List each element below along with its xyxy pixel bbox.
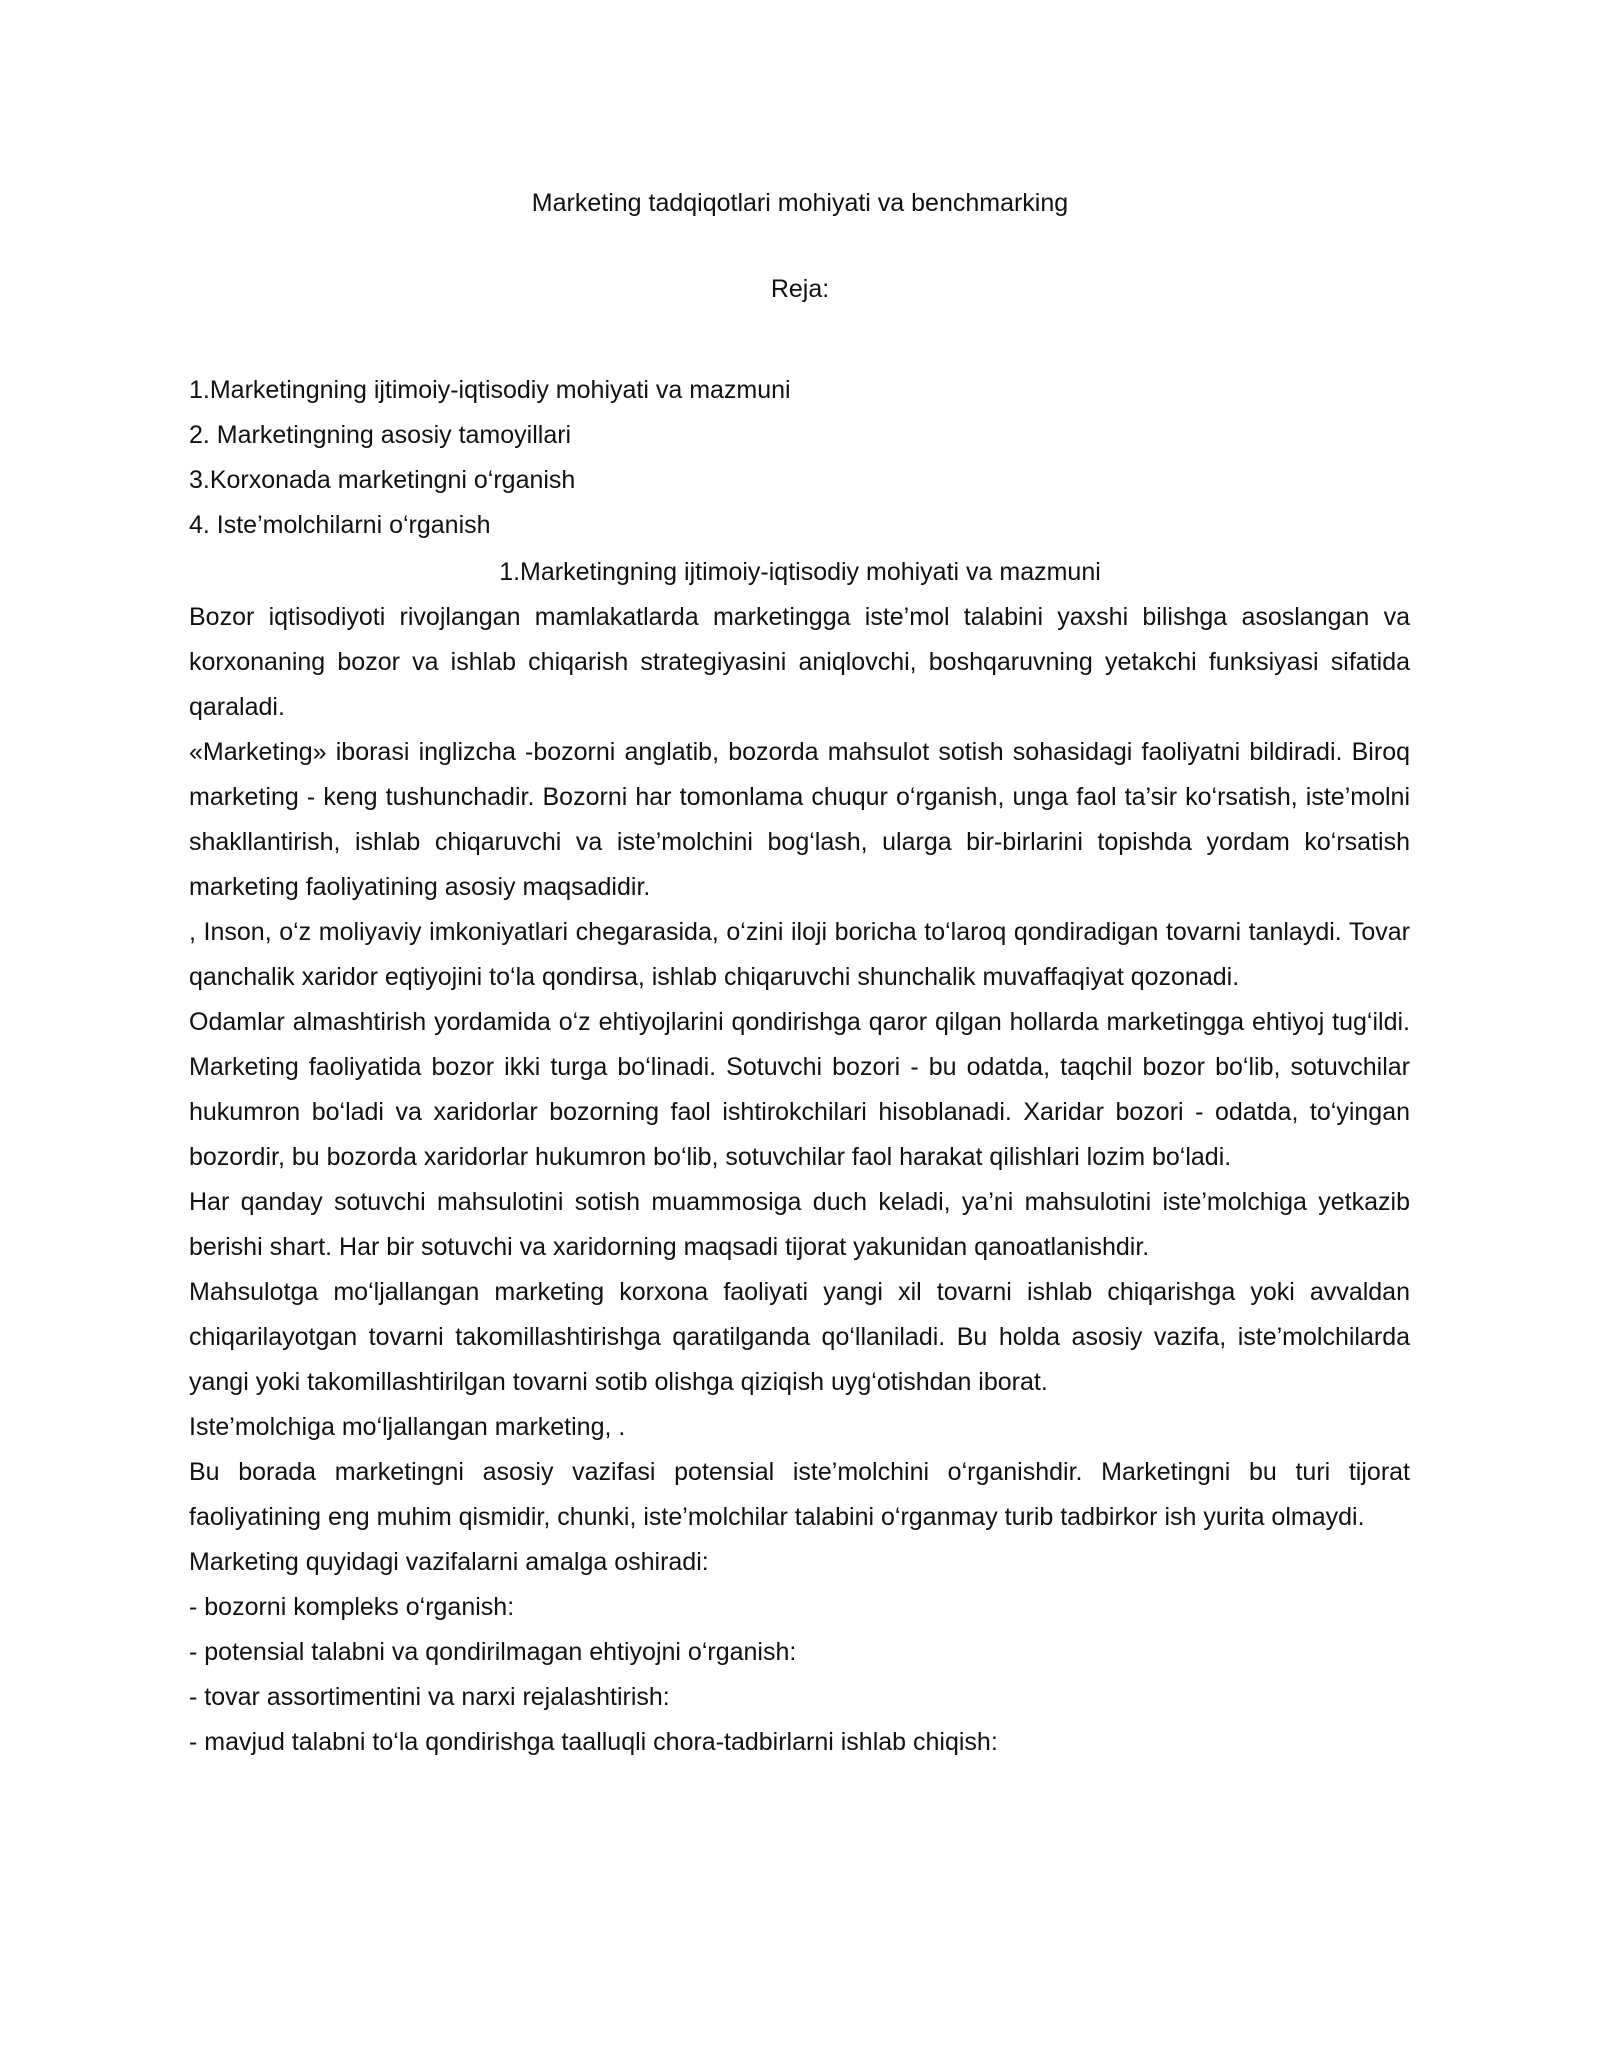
list-item: - mavjud talabni to‘la qondirishga taalluqli chora-tadbirlarni ishlab chiqish: [189,1728,998,1756]
plan-item: 1.Marketingning ijtimoiy-iqtisodiy mohiyati va mazmuni [189,376,791,404]
paragraph: Mahsulotga mo‘ljallangan marketing korxona faoliyati yangi xil tovarni ishlab chiqarishga yoki avvaldan chiqarilayotgan tovarni takomillashtirishga qaratilganda qo‘llaniladi. Bu holda asosiy vazifa, iste’molchilarda yangi yoki takomillashtirilgan tovarni sotib olishga qiziqish uyg‘otishdan iborat. [189,1278,1410,1396]
paragraph: Bozor iqtisodiyoti rivojlangan mamlakatlarda marketingga iste’mol talabini yaxshi bilishga asoslangan va korxonaning bozor va ishlab chiqarish strategiyasini aniqlovchi, boshqaruvning yetakchi funksiyasi sifatida qaraladi. [189,603,1410,721]
paragraph: Iste’molchiga mo‘ljallangan marketing, . [189,1413,626,1441]
list-item: - bozorni kompleks o‘rganish: [189,1593,515,1621]
plan-heading: Reja: [770,275,830,303]
plan-list [189,368,1409,548]
paragraph: Odamlar almashtirish yordamida o‘z ehtiyojlarini qondirishga qaror qilgan hollarda marketingga ehtiyoj tug‘ildi. Marketing faoliyatida bozor ikki turga bo‘linadi. Sotuvchi bozori - bu odatda, taqchil bozor bo‘lib, sotuvchilar hukumron bo‘ladi va xaridorlar bozorning faol ishtirokchilari hisoblanadi. Xaridar bozori - odatda, to‘yingan bozordir, bu bozorda xaridorlar hukumron bo‘lib, sotuvchilar faol harakat qilishlari lozim bo‘ladi. [189,1008,1410,1171]
plan-item: 3.Korxonada marketingni o‘rganish [189,466,576,494]
paragraph: Har qanday sotuvchi mahsulotini sotish muammosiga duch keladi, ya’ni mahsulotini iste’molchiga yetkazib berishi shart. Har bir sotuvchi va xaridorning maqsadi tijorat yakunidan qanoatlanishdir. [189,1188,1410,1261]
section-heading: 1.Marketingning ijtimoiy-iqtisodiy mohiyati va mazmuni [499,558,1101,586]
plan-item: 4. Iste’molchilarni o‘rganish [189,511,491,539]
plan-item: 2. Marketingning asosiy tamoyillari [189,421,572,449]
paragraph: «Marketing» iborasi inglizcha -bozorni anglatib, bozorda mahsulot sotish sohasidagi faoliyatni bildiradi. Biroq marketing - keng tushunchadir. Bozorni har tomonlama chuqur o‘rganish, unga faol ta’sir ko‘rsatish, iste’molni shakllantirish, ishlab chiqaruvchi va iste’molchini bog‘lash, ularga bir-birlarini topishda yordam ko‘rsatish marketing faoliyatining asosiy maqsadidir. [189,738,1410,901]
paragraph: , Inson, o‘z moliyaviy imkoniyatlari chegarasida, o‘zini iloji boricha to‘laroq qondiradigan tovarni tanlaydi. Tovar qanchalik xaridor eqtiyojini to‘la qondirsa, ishlab chiqaruvchi shunchalik muvaffaqiyat qozonadi. [189,918,1410,991]
paragraph: Bu borada marketingni asosiy vazifasi potensial iste’molchini o‘rganishdir. Marketingni bu turi tijorat faoliyatining eng muhim qismidir, chunki, iste’molchilar talabini o‘rganmay turib tadbirkor ish yurita olmaydi. [189,1458,1410,1531]
body-text [189,595,1410,1765]
paragraph: Marketing quyidagi vazifalarni amalga oshiradi: [189,1548,709,1576]
document-title: Marketing tadqiqotlari mohiyati va benchmarking [531,189,1069,217]
list-item: - tovar assortimentini va narxi rejalashtirish: [189,1683,670,1711]
list-item: - potensial talabni va qondirilmagan ehtiyojni o‘rganish: [189,1638,797,1666]
